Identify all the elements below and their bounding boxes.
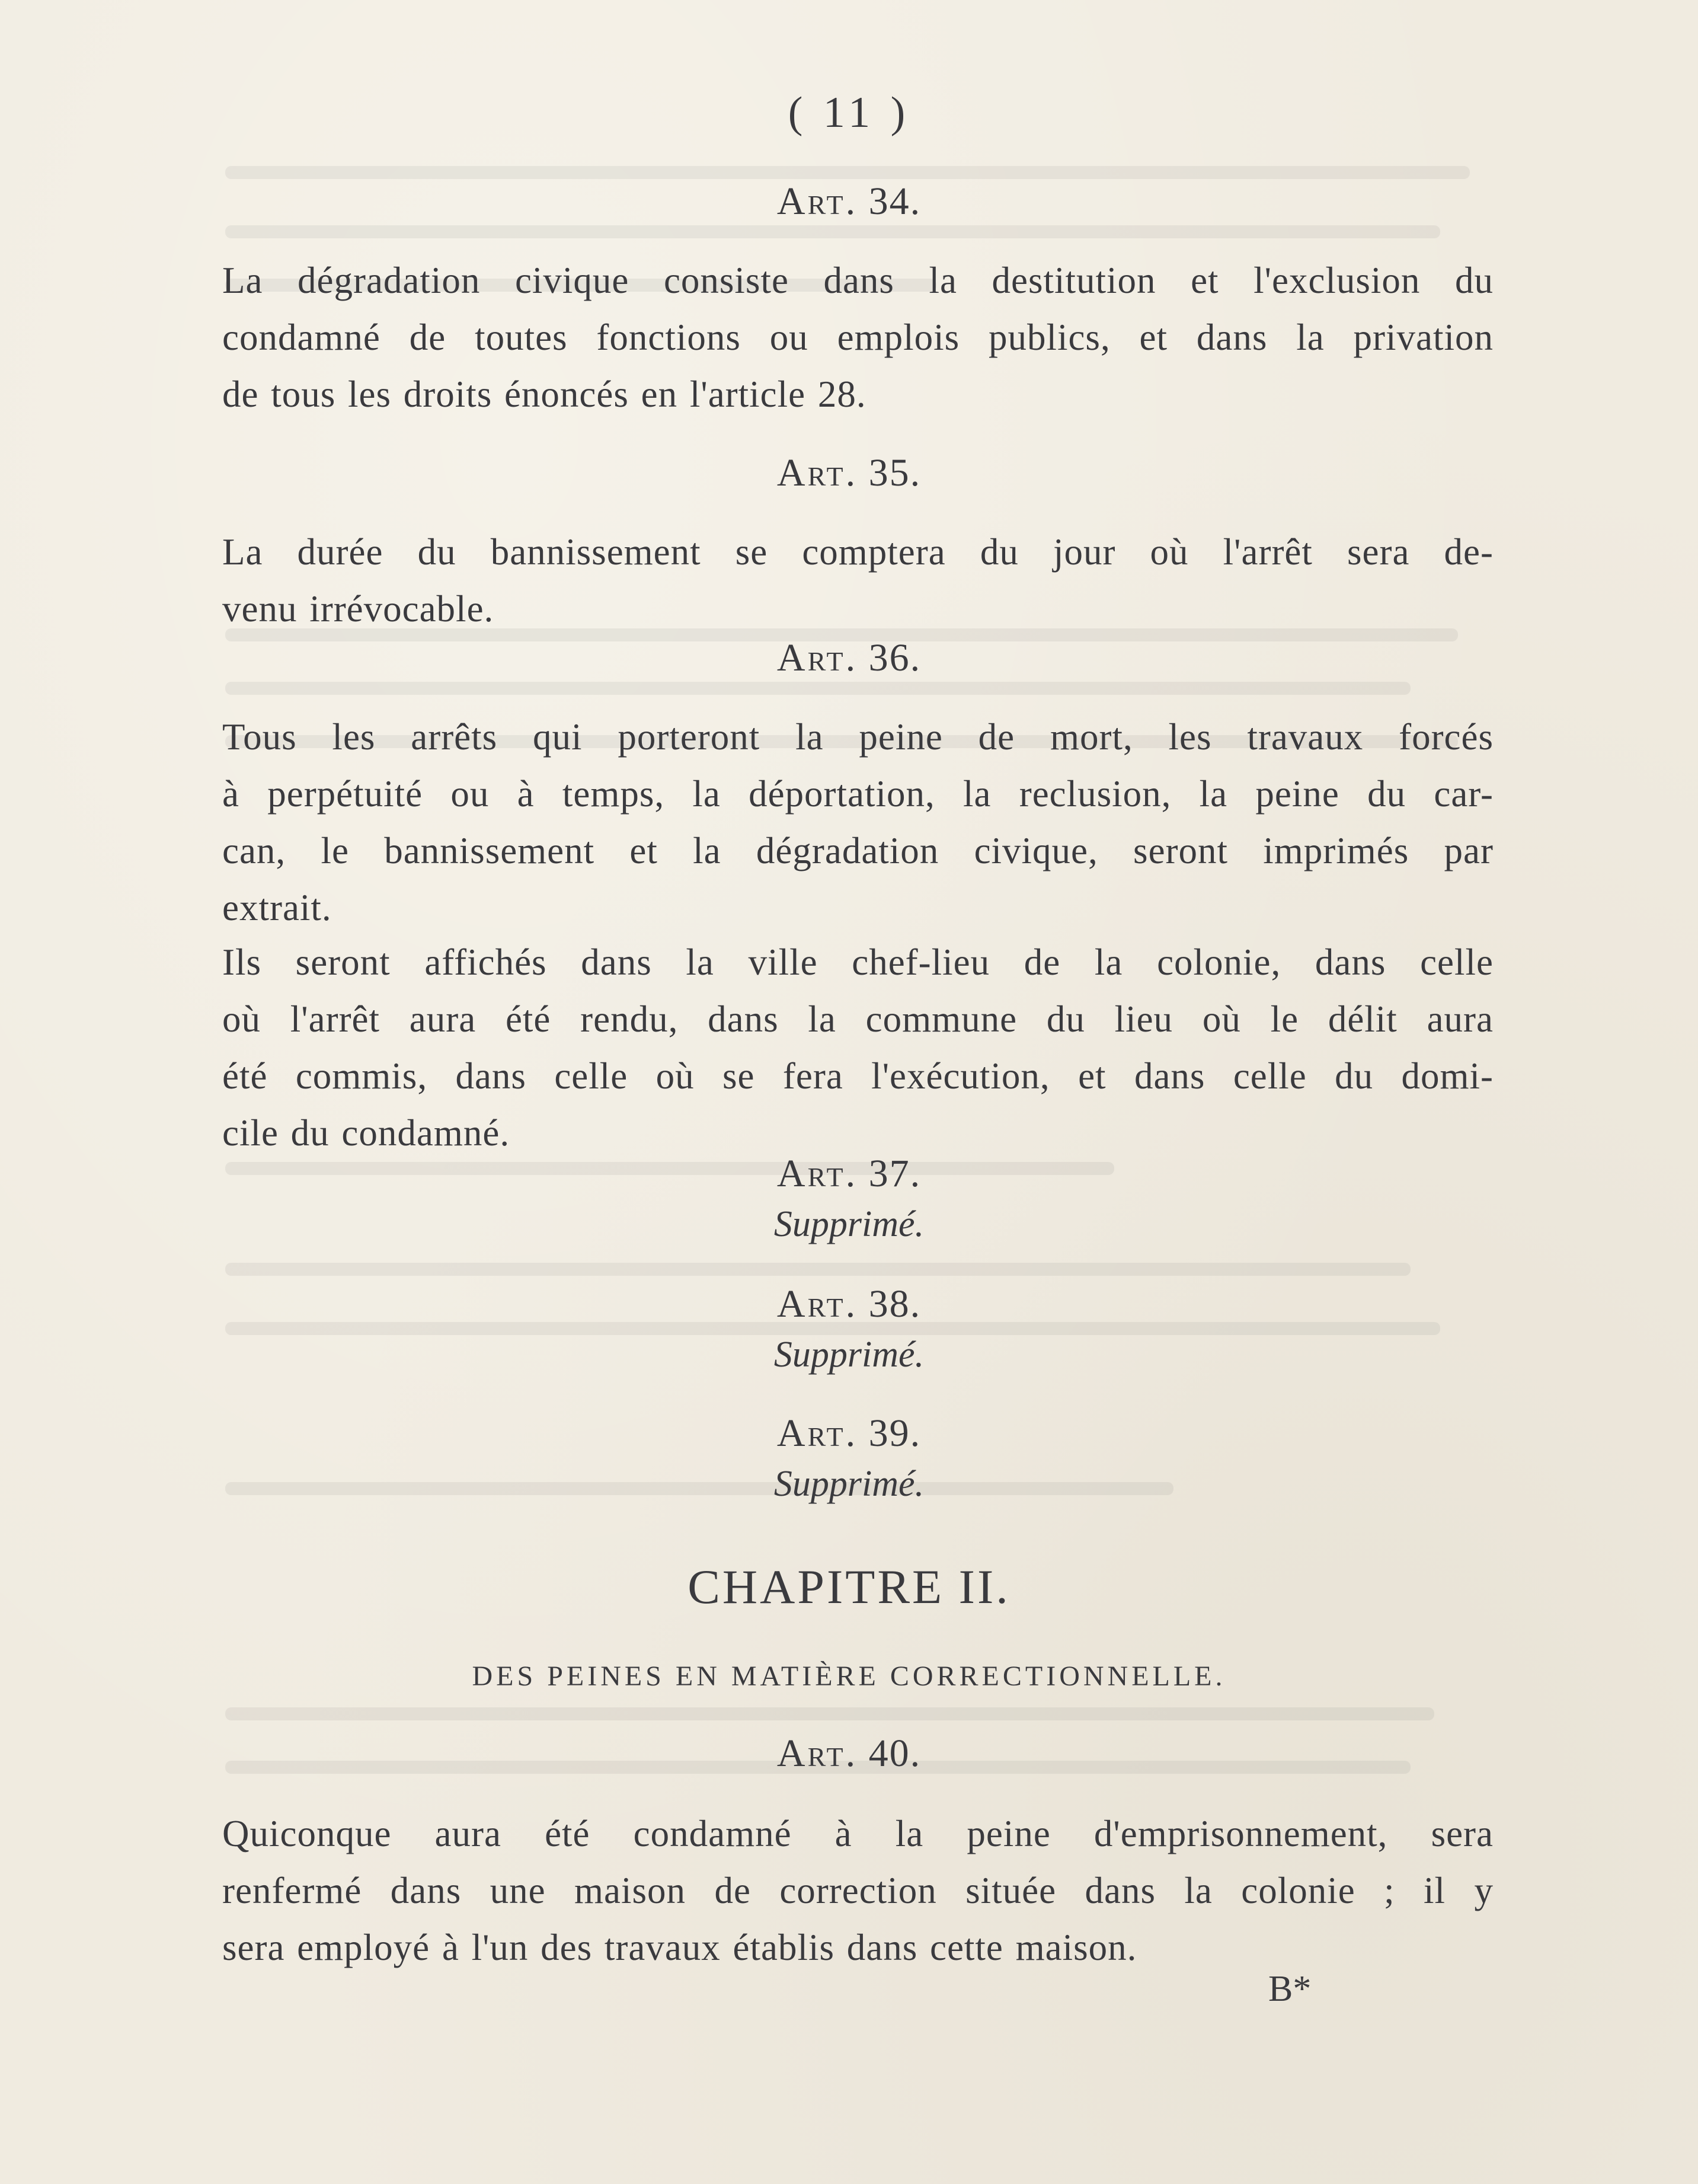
- article-number: 35.: [868, 451, 922, 494]
- text-line: renfermé dans une maison de correction située dans la colonie ; il y: [222, 1870, 1494, 1911]
- article-label: Art.: [776, 451, 858, 494]
- text-line: La durée du bannissement se comptera du jour où l'arrêt sera de-: [222, 531, 1494, 573]
- article-number: 34.: [868, 180, 922, 223]
- text-line: sera employé à l'un des travaux établis dans cette maison.: [222, 1927, 1137, 1968]
- article-number: 39.: [868, 1412, 922, 1455]
- article-heading-35: [0, 451, 1698, 496]
- text-line: cile du condamné.: [222, 1112, 510, 1154]
- article-number: 36.: [868, 636, 922, 679]
- article-40-text: [222, 1805, 1494, 1976]
- chapter-subtitle: DES PEINES EN MATIÈRE CORRECTIONNELLE.: [472, 1661, 1226, 1692]
- article-label: Art.: [776, 1152, 858, 1195]
- text-line: extrait.: [222, 887, 332, 928]
- article-heading-36: [0, 636, 1698, 681]
- article-label: Art.: [776, 180, 858, 223]
- chapter-title: CHAPITRE II.: [687, 1560, 1011, 1614]
- article-38-note: Supprimé.: [773, 1334, 925, 1375]
- article-36-paragraph-1: [222, 708, 1494, 936]
- article-number: 37.: [868, 1152, 922, 1195]
- text-line: où l'arrêt aura été rendu, dans la commune du lieu où le délit aura: [222, 998, 1494, 1040]
- article-label: Art.: [776, 636, 858, 679]
- article-number: 40.: [868, 1732, 922, 1775]
- article-heading-34: [0, 179, 1698, 224]
- text-line: can, le bannissement et la dégradation civique, seront imprimés par: [222, 830, 1494, 871]
- page-number: ( 11 ): [788, 88, 910, 137]
- article-heading-37: [0, 1151, 1698, 1196]
- text-line: Ils seront affichés dans la ville chef-lieu de la colonie, dans celle: [222, 941, 1494, 983]
- article-36-paragraph-2: [222, 934, 1494, 1161]
- text-line: de tous les droits énoncés en l'article 28.: [222, 373, 866, 415]
- article-35-text: [222, 523, 1494, 637]
- article-34-text: [222, 252, 1494, 423]
- text-line: à perpétuité ou à temps, la déportation, la reclusion, la peine du car-: [222, 773, 1494, 815]
- article-label: Art.: [776, 1282, 858, 1326]
- article-heading-38: [0, 1282, 1698, 1327]
- article-39-note: Supprimé.: [773, 1464, 925, 1504]
- article-label: Art.: [776, 1732, 858, 1775]
- text-line: venu irrévocable.: [222, 588, 494, 630]
- text-line: La dégradation civique consiste dans la destitution et l'exclusion du: [222, 260, 1494, 301]
- text-line: Tous les arrêts qui porteront la peine de mort, les travaux forcés: [222, 716, 1494, 758]
- article-heading-39: [0, 1411, 1698, 1456]
- article-label: Art.: [776, 1412, 858, 1455]
- text-line: condamné de toutes fonctions ou emplois publics, et dans la privation: [222, 317, 1494, 358]
- text-line: Quiconque aura été condamné à la peine d'emprisonnement, sera: [222, 1813, 1494, 1854]
- article-heading-40: [0, 1731, 1698, 1776]
- text-line: été commis, dans celle où se fera l'exécution, et dans celle du domi-: [222, 1055, 1494, 1097]
- signature-mark: B*: [1268, 1969, 1312, 2009]
- article-37-note: Supprimé.: [773, 1204, 925, 1244]
- article-number: 38.: [868, 1282, 922, 1326]
